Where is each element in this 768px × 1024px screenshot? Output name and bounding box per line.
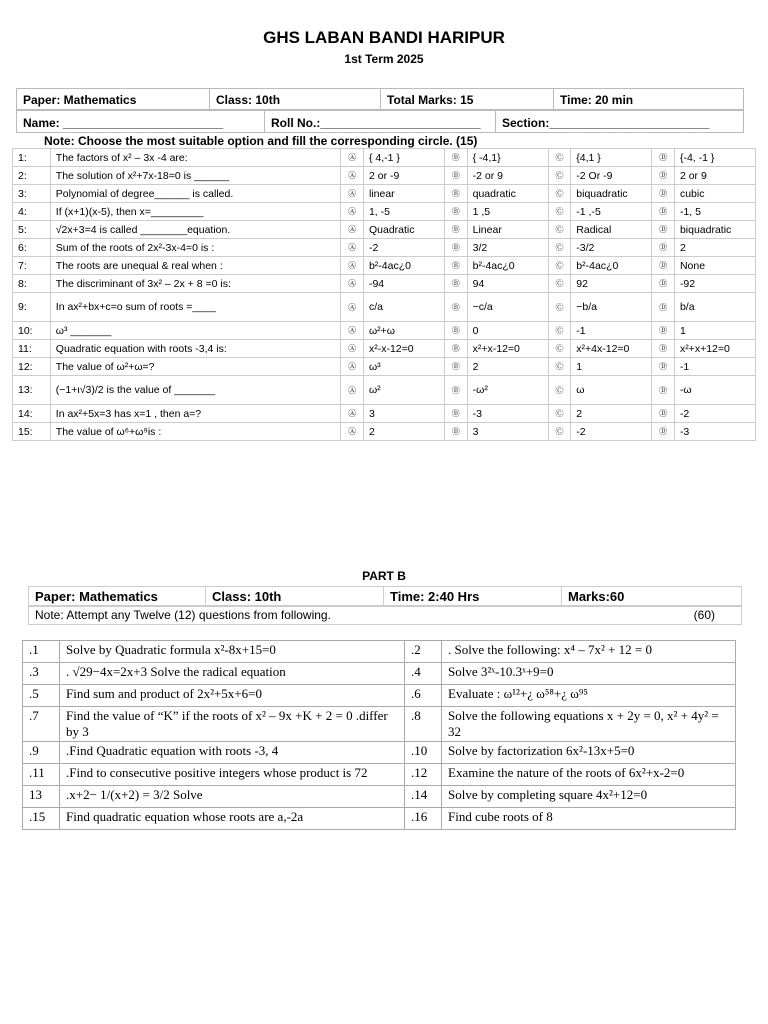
question-text: Solve the following equations x + 2y = 0, x² + 4y² = 32: [442, 707, 736, 742]
mcq-question: Quadratic equation with roots -3,4 is:: [50, 340, 341, 358]
option-b-bubble: Ⓑ: [444, 167, 467, 185]
option-c: -1: [571, 322, 652, 340]
question-number: .9: [23, 742, 60, 764]
option-c: -3/2: [571, 239, 652, 257]
mcq-question: The discriminant of 3x² – 2x + 8 =0 is:: [50, 275, 341, 293]
option-a-bubble: Ⓐ: [341, 322, 364, 340]
option-a-bubble: Ⓐ: [341, 149, 364, 167]
option-d: 2 or 9: [674, 167, 755, 185]
option-c: biquadratic: [571, 185, 652, 203]
option-d: -ω: [674, 376, 755, 405]
question-text: Solve by Quadratic formula x²-8x+15=0: [60, 641, 405, 663]
option-d-bubble: Ⓓ: [652, 322, 675, 340]
option-c: 1: [571, 358, 652, 376]
option-c: -1 ,-5: [571, 203, 652, 221]
option-a-bubble: Ⓐ: [341, 239, 364, 257]
question-number: .8: [405, 707, 442, 742]
question-row: [23, 641, 736, 663]
option-a: c/a: [363, 293, 444, 322]
option-a-bubble: Ⓐ: [341, 257, 364, 275]
part-b-info-table: [28, 586, 742, 607]
option-a-bubble: Ⓐ: [341, 376, 364, 405]
mcq-number: 10:: [13, 322, 51, 340]
option-d-bubble: Ⓓ: [652, 423, 675, 441]
mcq-number: 15:: [13, 423, 51, 441]
option-d-bubble: Ⓓ: [652, 185, 675, 203]
option-c: -2: [571, 423, 652, 441]
option-d: 1: [674, 322, 755, 340]
part-b-note: [29, 606, 742, 625]
option-b-bubble: Ⓑ: [444, 405, 467, 423]
option-d: b/a: [674, 293, 755, 322]
student-info-table: [16, 109, 744, 133]
mcq-question: √2x+3=4 is called ________equation.: [50, 221, 341, 239]
option-b-bubble: Ⓑ: [444, 185, 467, 203]
option-d: biquadratic: [674, 221, 755, 239]
mcq-row: [13, 239, 756, 257]
mcq-number: 3:: [13, 185, 51, 203]
option-c: ω: [571, 376, 652, 405]
question-text: Find quadratic equation whose roots are a,-2a: [60, 808, 405, 830]
option-b-bubble: Ⓑ: [444, 358, 467, 376]
class-label: Class: 10th: [210, 89, 381, 111]
part-b-note-table: [28, 605, 742, 625]
mcq-question: The value of ω⁶+ω⁹is :: [50, 423, 341, 441]
option-d-bubble: Ⓓ: [652, 358, 675, 376]
question-number: .12: [405, 764, 442, 786]
part-b-paper: Paper: Mathematics: [29, 587, 206, 607]
part-b-time: Time: 2:40 Hrs: [384, 587, 562, 607]
option-b-bubble: Ⓑ: [444, 149, 467, 167]
option-b: b²-4ac¿0: [467, 257, 548, 275]
mcq-number: 5:: [13, 221, 51, 239]
option-b: 0: [467, 322, 548, 340]
option-c-bubble: Ⓒ: [548, 239, 571, 257]
question-number: .15: [23, 808, 60, 830]
question-number: .2: [405, 641, 442, 663]
option-a: 3: [363, 405, 444, 423]
option-b-bubble: Ⓑ: [444, 275, 467, 293]
mcq-number: 12:: [13, 358, 51, 376]
option-b: 3/2: [467, 239, 548, 257]
mcq-row: [13, 405, 756, 423]
question-row: [23, 742, 736, 764]
option-a-bubble: Ⓐ: [341, 221, 364, 239]
option-c-bubble: Ⓒ: [548, 203, 571, 221]
option-a: 1, -5: [363, 203, 444, 221]
option-d: x²+x+12=0: [674, 340, 755, 358]
option-b-bubble: Ⓑ: [444, 293, 467, 322]
option-c-bubble: Ⓒ: [548, 322, 571, 340]
name-field: Name: ________________________: [17, 110, 265, 133]
option-c-bubble: Ⓒ: [548, 221, 571, 239]
mcq-number: 4:: [13, 203, 51, 221]
option-d: -3: [674, 423, 755, 441]
question-number: .4: [405, 663, 442, 685]
mcq-row: [13, 221, 756, 239]
mcq-row: [13, 257, 756, 275]
option-a-bubble: Ⓐ: [341, 405, 364, 423]
option-c-bubble: Ⓒ: [548, 423, 571, 441]
option-d-bubble: Ⓓ: [652, 405, 675, 423]
option-c: 2: [571, 405, 652, 423]
option-c-bubble: Ⓒ: [548, 405, 571, 423]
option-b-bubble: Ⓑ: [444, 203, 467, 221]
mcq-number: 1:: [13, 149, 51, 167]
option-b-bubble: Ⓑ: [444, 221, 467, 239]
option-c-bubble: Ⓒ: [548, 149, 571, 167]
mcq-row: [13, 203, 756, 221]
option-b-bubble: Ⓑ: [444, 423, 467, 441]
question-number: .1: [23, 641, 60, 663]
option-c: x²+4x-12=0: [571, 340, 652, 358]
option-c: {4,1 }: [571, 149, 652, 167]
option-c: −b/a: [571, 293, 652, 322]
question-text: .Find Quadratic equation with roots -3, 4: [60, 742, 405, 764]
option-a: Quadratic: [363, 221, 444, 239]
mcq-question: The value of ω²+ω=?: [50, 358, 341, 376]
option-a: linear: [363, 185, 444, 203]
mcq-row: [13, 340, 756, 358]
option-a: ω²+ω: [363, 322, 444, 340]
question-text: Find the value of “K” if the roots of x² – 9x +K + 2 = 0 .differ by 3: [60, 707, 405, 742]
option-d-bubble: Ⓓ: [652, 167, 675, 185]
question-row: [23, 786, 736, 808]
option-d-bubble: Ⓓ: [652, 340, 675, 358]
option-a: 2: [363, 423, 444, 441]
option-b: 1 ,5: [467, 203, 548, 221]
part-b-note-text: Note: Attempt any Twelve (12) questions from following.: [35, 608, 331, 622]
mcq-row: [13, 376, 756, 405]
option-b: 3: [467, 423, 548, 441]
question-number: .11: [23, 764, 60, 786]
part-b-marks: Marks:60: [562, 587, 742, 607]
option-b-bubble: Ⓑ: [444, 257, 467, 275]
roll-field: Roll No.:________________________: [265, 110, 496, 133]
option-a-bubble: Ⓐ: [341, 340, 364, 358]
option-c-bubble: Ⓒ: [548, 167, 571, 185]
question-text: Solve by factorization 6x²-13x+5=0: [442, 742, 736, 764]
option-b: -3: [467, 405, 548, 423]
option-d-bubble: Ⓓ: [652, 239, 675, 257]
option-a: ω²: [363, 376, 444, 405]
mcq-row: [13, 275, 756, 293]
mcq-number: 11:: [13, 340, 51, 358]
paper-info-table: [16, 88, 744, 111]
option-c: Radical: [571, 221, 652, 239]
mcq-question: ω³ _______: [50, 322, 341, 340]
mcq-row: [13, 322, 756, 340]
time-label: Time: 20 min: [554, 89, 744, 111]
question-text: . Solve the following: x⁴ – 7x² + 12 = 0: [442, 641, 736, 663]
mcq-question: In ax²+5x=3 has x=1 , then a=?: [50, 405, 341, 423]
question-row: [23, 707, 736, 742]
option-b: 94: [467, 275, 548, 293]
option-b-bubble: Ⓑ: [444, 322, 467, 340]
option-c-bubble: Ⓒ: [548, 293, 571, 322]
option-d-bubble: Ⓓ: [652, 221, 675, 239]
option-d: cubic: [674, 185, 755, 203]
mcq-row: [13, 358, 756, 376]
question-text: . √29−4x=2x+3 Solve the radical equation: [60, 663, 405, 685]
option-a: -2: [363, 239, 444, 257]
part-b-title: PART B: [362, 569, 406, 583]
option-d-bubble: Ⓓ: [652, 376, 675, 405]
option-a-bubble: Ⓐ: [341, 185, 364, 203]
question-number: .7: [23, 707, 60, 742]
question-number: .6: [405, 685, 442, 707]
option-c-bubble: Ⓒ: [548, 358, 571, 376]
option-d-bubble: Ⓓ: [652, 293, 675, 322]
mcq-question: Polynomial of degree______ is called.: [50, 185, 341, 203]
total-marks-label: Total Marks: 15: [381, 89, 554, 111]
option-d-bubble: Ⓓ: [652, 149, 675, 167]
option-d: {-4, -1 }: [674, 149, 755, 167]
option-a-bubble: Ⓐ: [341, 203, 364, 221]
option-d: None: [674, 257, 755, 275]
question-text: Solve 3²ˣ-10.3ˣ+9=0: [442, 663, 736, 685]
question-text: Find sum and product of 2x²+5x+6=0: [60, 685, 405, 707]
mcq-question: In ax²+bx+c=o sum of roots =____: [50, 293, 341, 322]
option-a-bubble: Ⓐ: [341, 275, 364, 293]
option-b: -2 or 9: [467, 167, 548, 185]
paper-label: Paper: Mathematics: [17, 89, 210, 111]
option-a: b²-4ac¿0: [363, 257, 444, 275]
mcq-row: [13, 423, 756, 441]
question-number: .3: [23, 663, 60, 685]
question-row: [23, 808, 736, 830]
option-a-bubble: Ⓐ: [341, 167, 364, 185]
option-c-bubble: Ⓒ: [548, 275, 571, 293]
section-field: Section:________________________: [496, 110, 744, 133]
question-number: 13: [23, 786, 60, 808]
option-d-bubble: Ⓓ: [652, 275, 675, 293]
mcq-row: [13, 149, 756, 167]
question-row: [23, 764, 736, 786]
question-number: .14: [405, 786, 442, 808]
option-b-bubble: Ⓑ: [444, 239, 467, 257]
option-b: −c/a: [467, 293, 548, 322]
question-row: [23, 663, 736, 685]
question-text: .Find to consecutive positive integers whose product is 72: [60, 764, 405, 786]
mcq-row: [13, 167, 756, 185]
mcq-question: Sum of the roots of 2x²-3x-4=0 is :: [50, 239, 341, 257]
option-a-bubble: Ⓐ: [341, 293, 364, 322]
option-a-bubble: Ⓐ: [341, 358, 364, 376]
option-d-bubble: Ⓓ: [652, 257, 675, 275]
option-d: -1, 5: [674, 203, 755, 221]
option-a: ω³: [363, 358, 444, 376]
question-text: Find cube roots of 8: [442, 808, 736, 830]
question-text: Evaluate : ω¹²+¿ ω⁵⁸+¿ ω⁹⁵: [442, 685, 736, 707]
option-b: x²+x-12=0: [467, 340, 548, 358]
option-c: 92: [571, 275, 652, 293]
mcq-number: 7:: [13, 257, 51, 275]
option-b-bubble: Ⓑ: [444, 340, 467, 358]
option-c: b²-4ac¿0: [571, 257, 652, 275]
option-c-bubble: Ⓒ: [548, 185, 571, 203]
school-name: GHS LABAN BANDI HARIPUR: [263, 28, 505, 47]
mcq-row: [13, 185, 756, 203]
mcq-instruction: Note: Choose the most suitable option and fill the corresponding circle. (15): [44, 134, 478, 148]
option-b-bubble: Ⓑ: [444, 376, 467, 405]
question-text: Examine the nature of the roots of 6x²+x-2=0: [442, 764, 736, 786]
option-a: { 4,-1 }: [363, 149, 444, 167]
mcq-question: The roots are unequal & real when :: [50, 257, 341, 275]
mcq-question: The factors of x² – 3x -4 are:: [50, 149, 341, 167]
term-title: 1st Term 2025: [344, 52, 424, 66]
question-number: .10: [405, 742, 442, 764]
mcq-number: 8:: [13, 275, 51, 293]
option-a-bubble: Ⓐ: [341, 423, 364, 441]
option-a: x²-x-12=0: [363, 340, 444, 358]
mcq-question: (−1+ι√3)/2 is the value of _______: [50, 376, 341, 405]
question-text: .x+2− 1/(x+2) = 3/2 Solve: [60, 786, 405, 808]
option-d: 2: [674, 239, 755, 257]
option-a: -94: [363, 275, 444, 293]
question-row: [23, 685, 736, 707]
part-b-note-marks: (60): [693, 608, 715, 622]
question-number: .5: [23, 685, 60, 707]
part-b-questions-table: [22, 640, 736, 830]
mcq-question: The solution of x²+7x-18=0 is ______: [50, 167, 341, 185]
option-d: -92: [674, 275, 755, 293]
option-d-bubble: Ⓓ: [652, 203, 675, 221]
option-d: -2: [674, 405, 755, 423]
mcq-number: 14:: [13, 405, 51, 423]
option-b: { -4,1}: [467, 149, 548, 167]
option-c-bubble: Ⓒ: [548, 340, 571, 358]
mcq-number: 6:: [13, 239, 51, 257]
option-b: 2: [467, 358, 548, 376]
option-b: Linear: [467, 221, 548, 239]
mcq-row: [13, 293, 756, 322]
option-b: quadratic: [467, 185, 548, 203]
mcq-number: 13:: [13, 376, 51, 405]
option-d: -1: [674, 358, 755, 376]
part-b-class: Class: 10th: [206, 587, 384, 607]
option-c: -2 Or -9: [571, 167, 652, 185]
question-number: .16: [405, 808, 442, 830]
mcq-number: 9:: [13, 293, 51, 322]
option-b: -ω²: [467, 376, 548, 405]
option-c-bubble: Ⓒ: [548, 257, 571, 275]
question-text: Solve by completing square 4x²+12=0: [442, 786, 736, 808]
option-a: 2 or -9: [363, 167, 444, 185]
option-c-bubble: Ⓒ: [548, 376, 571, 405]
mcq-table: [12, 148, 756, 441]
mcq-number: 2:: [13, 167, 51, 185]
mcq-question: If (x+1)(x-5), then x=_________: [50, 203, 341, 221]
